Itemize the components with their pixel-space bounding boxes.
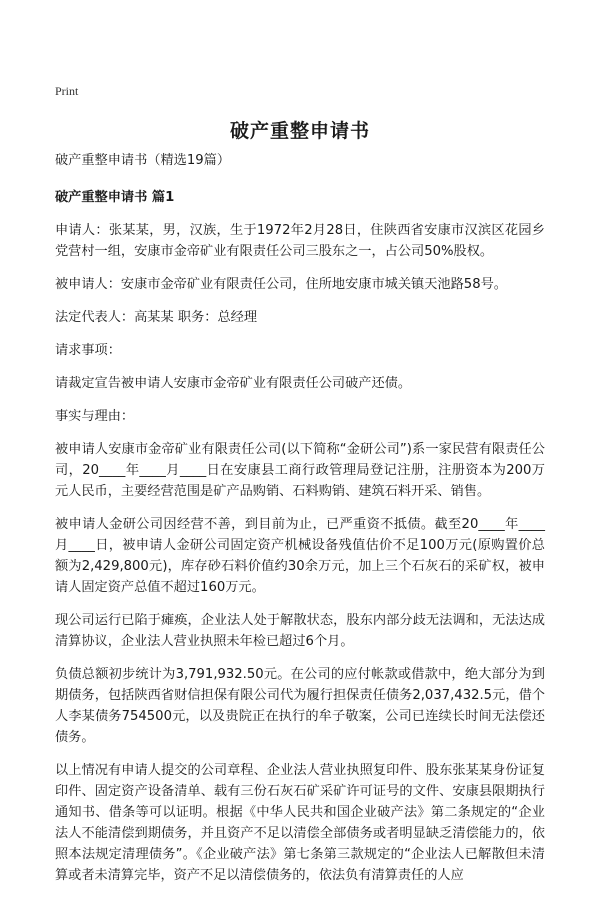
- document-title: 破产重整申请书: [229, 120, 370, 142]
- section-heading: 破产重整申请书 篇1: [55, 190, 175, 205]
- paragraph-respondent: 被申请人：安康市金帝矿业有限责任公司，住所地安康市城关镇天池路58号。: [55, 277, 507, 292]
- document-body: [55, 150, 545, 898]
- paragraph-request: 请裁定宣告被申请人安康市金帝矿业有限责任公司破产还债。: [55, 376, 412, 391]
- paragraph-debts: 负债总额初步统计为3,791,932.50元。在公司的应付帐款或借款中，绝大部分为到期债务，包括陕西省财信担保有限公司代为履行担保责任债务2,037,432.5元，借个人李某债务754500元，以及贵院正在执行的牟子敬案，公司已连续长时间无法偿还债务。: [55, 667, 545, 745]
- paragraph-insolvency: 被申请人金研公司因经营不善，到目前为止，已严重资不抵债。截至20____年____月____日，被申请人金研公司固定资产机械设备残值估价不足100万元(原购置价总额为2,429,800元)，库存砂石料价值约30余万元，加上三个石灰石的采矿权，被申请人固定资产总值不超过160万元。: [55, 517, 545, 595]
- paragraph-request-heading: 请求事项：: [55, 343, 121, 358]
- paragraph-legal-representative: 法定代表人：高某某 职务：总经理: [55, 310, 258, 325]
- paragraph-applicant: 申请人：张某某，男，汉族，生于1972年2月28日，住陕西省安康市汉滨区花园乡党营村一组，安康市金帝矿业有限责任公司三股东之一，占公司50%股权。: [55, 223, 545, 259]
- document-subtitle: 破产重整申请书（精选19篇）: [55, 153, 231, 168]
- paragraph-facts-heading: 事实与理由：: [55, 409, 135, 424]
- paragraph-status: 现公司运行已陷于瘫痪，企业法人处于解散状态，股东内部分歧无法调和，无法达成清算协议，企业法人营业执照未年检已超过6个月。: [55, 613, 545, 649]
- paragraph-company-background: 被申请人安康市金帝矿业有限责任公司(以下简称“金研公司”)系一家民营有限责任公司，20____年____月____日在安康县工商行政管理局登记注册，注册资本为200万元人民币，主要经营范围是矿产品购销、石料购销、建筑石料开采、销售。: [55, 442, 545, 499]
- print-label: Print: [55, 84, 79, 98]
- paragraph-evidence: 以上情况有申请人提交的公司章程、企业法人营业执照复印件、股东张某某身份证复印件、固定资产设备清单、载有三份石灰石矿采矿许可证号的文件、安康县限期执行通知书、借条等可以证明。根据《中华人民共和国企业破产法》第二条规定的“企业法人不能清偿到期债务，并且资产不足以清偿全部债务或者明显缺乏清偿能力的，依照本法规定清理债务”。《企业破产法》第七条第三款规定的“企业法人已解散但未清算或者未清算完毕，资产不足以清偿债务的，依法负有清算责任的人应: [55, 763, 545, 883]
